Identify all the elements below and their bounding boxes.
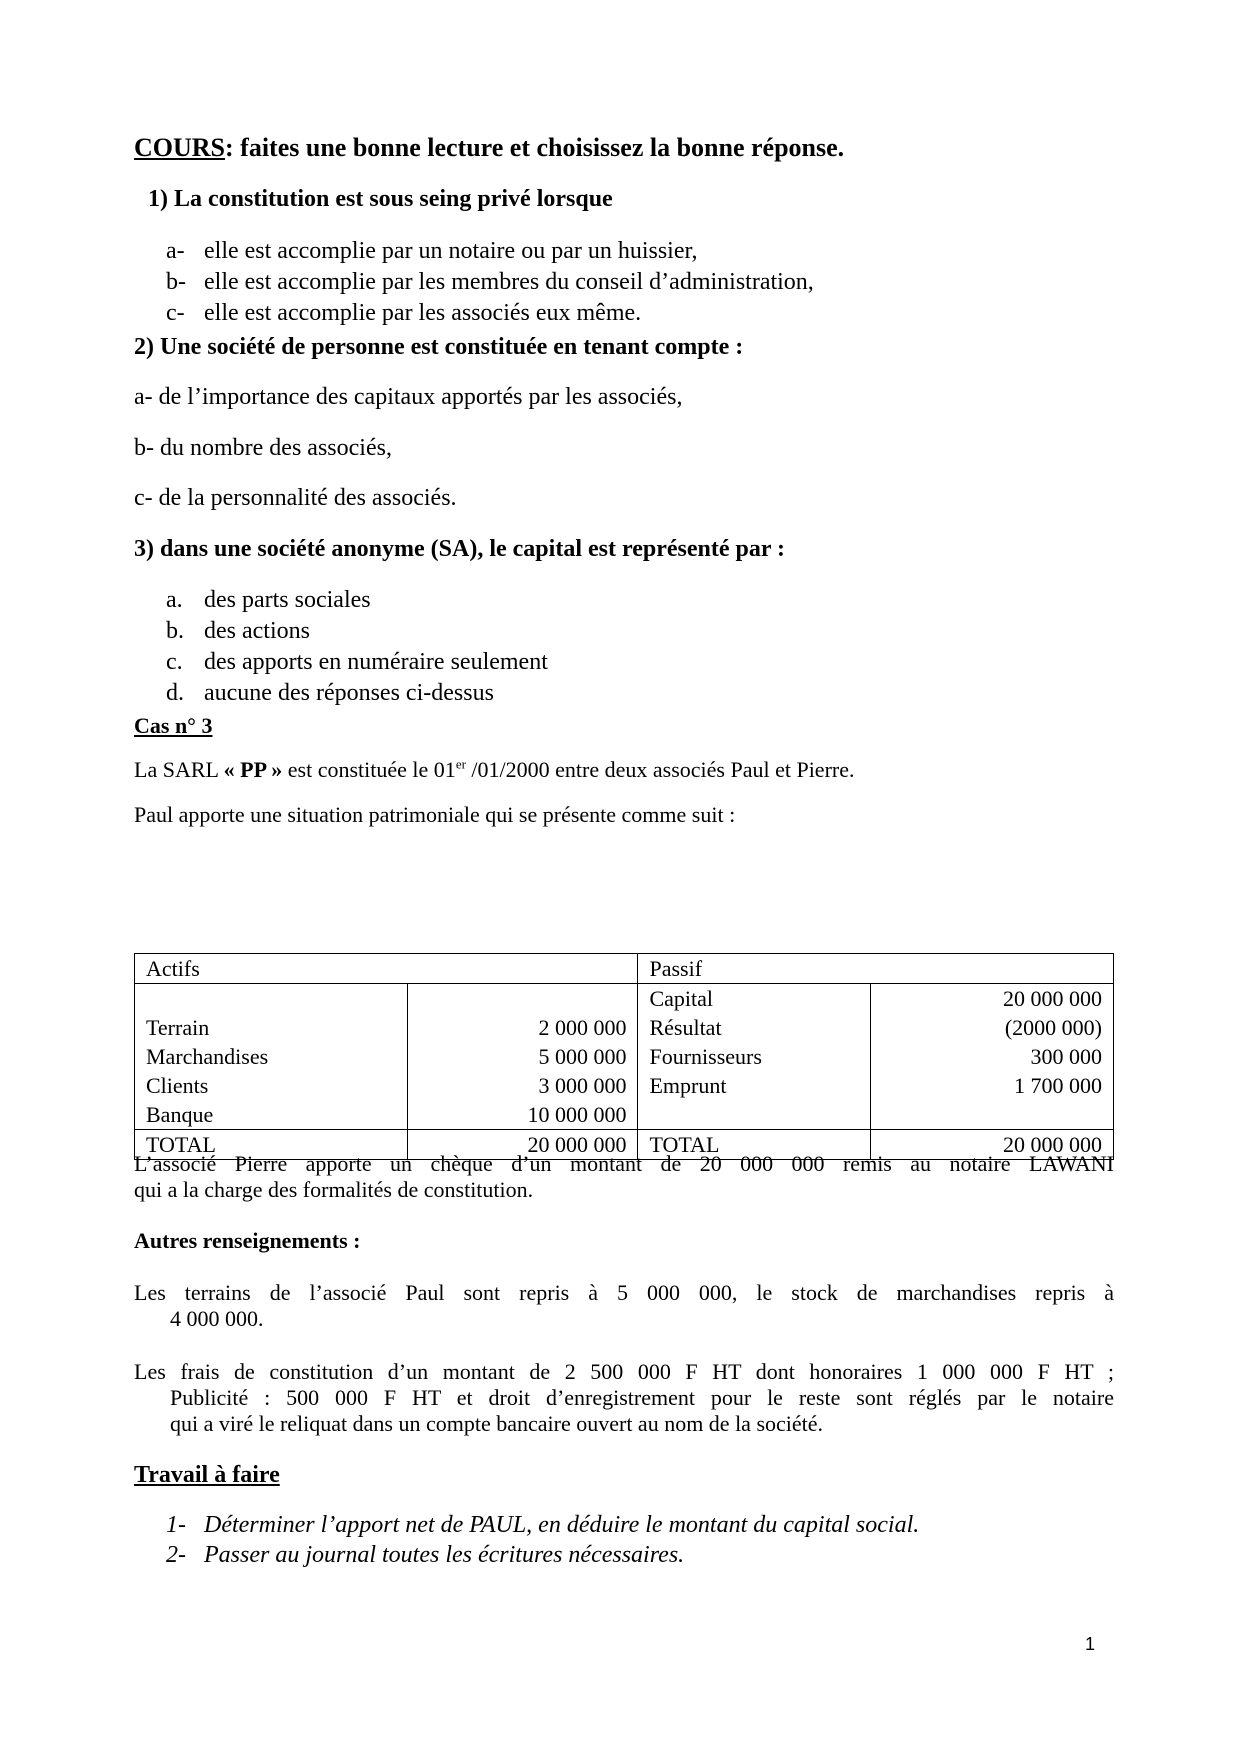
autres-title: Autres renseignements : [134,1228,361,1253]
option-text: des parts sociales [204,587,371,613]
option-text: elle est accomplie par les membres du conseil d’administration, [204,269,814,295]
passif-header: Passif [638,954,1114,984]
item-mark: 2- [166,1542,186,1568]
option-mark: a- [166,238,185,264]
autres-p1-line-1: Les terrains de l’associé Paul sont repris à 5 000 000, le stock de marchandises repris à [134,1280,1114,1305]
travail-item-1 [166,1512,919,1539]
actif-values-cell [407,984,638,1130]
autres-p2-line-2: Publicité : 500 000 F HT et droit d’enregistrement pour le reste sont réglés par le notaire [170,1385,1114,1410]
option-text: elle est accomplie par les associés eux même. [204,300,642,326]
passif-value: 1 700 000 [1014,1073,1102,1098]
case-intro-post: /01/2000 entre deux associés Paul et Pierre. [465,757,855,782]
question-1-option-c [166,300,641,327]
heading-instruction: : faites une bonne lecture et choisissez la bonne réponse. [225,133,845,162]
actif-labels-cell [135,984,408,1130]
actif-label: Terrain [146,1015,210,1040]
question-1-title: 1) La constitution est sous seing privé lorsque [148,186,613,212]
balance-sheet-table [134,953,1114,1160]
autres-p1-line-2: 4 000 000. [170,1306,264,1331]
heading-label: COURS [134,133,226,162]
question-3-option-c [166,649,548,676]
total-actif-label: TOTAL [135,1130,408,1160]
pierre-line-2: qui a la charge des formalités de constitution. [134,1177,534,1202]
item-text: Déterminer l’apport net de PAUL, en déduire le montant du capital social. [204,1512,920,1538]
option-text: des apports en numéraire seulement [204,649,548,675]
option-mark: b- [166,269,186,295]
table-header-row [135,954,1114,984]
item-text: Passer au journal toutes les écritures nécessaires. [204,1542,685,1568]
travail-item-2 [166,1542,684,1569]
actif-value: 5 000 000 [538,1044,627,1069]
autres-p2-line-1: Les frais de constitution d’un montant de 2 500 000 F HT dont honoraires 1 000 000 F HT ; [134,1359,1114,1384]
option-text: aucune des réponses ci-dessus [204,680,494,706]
autres-p2-line-3: qui a viré le reliquat dans un compte bancaire ouvert au nom de la société. [170,1411,824,1436]
case-title: Cas n° 3 [134,713,213,738]
autres-paragraph-2 [134,1359,1114,1437]
option-mark: b. [166,618,184,644]
question-2-option-c: c- de la personnalité des associés. [134,485,457,511]
total-passif-value: 20 000 000 [871,1130,1114,1160]
actif-value: 2 000 000 [538,1015,627,1040]
autres-paragraph-1 [134,1280,1114,1332]
question-2-option-a: a- de l’importance des capitaux apportés par les associés, [134,384,683,410]
ordinal-suffix: er [455,756,466,772]
question-1-option-a [166,238,698,265]
total-actif-value: 20 000 000 [407,1130,638,1160]
total-passif-label: TOTAL [638,1130,871,1160]
actif-label: Marchandises [146,1044,269,1069]
passif-value: 20 000 000 [1003,986,1102,1011]
question-2-title: 2) Une société de personne est constituée en tenant compte : [134,334,744,360]
passif-labels-cell [638,984,871,1130]
actif-label: Banque [146,1102,214,1127]
option-text: des actions [204,618,310,644]
actif-value: 3 000 000 [538,1073,627,1098]
option-mark: c- [166,300,185,326]
actif-label: Clients [146,1073,209,1098]
case-intro [134,757,855,783]
case-intro-pre: La SARL [134,757,224,782]
case-intro-mid: est constituée le 01 [282,757,456,782]
travail-title: Travail à faire [134,1462,280,1488]
page-heading [134,133,844,163]
actif-value: 10 000 000 [527,1102,627,1127]
actif-header: Actifs [135,954,638,984]
option-mark: d. [166,680,184,706]
question-3-option-d [166,680,494,707]
passif-value: 300 000 [1030,1044,1102,1069]
pierre-line-1: L’associé Pierre apporte un chèque d’un montant de 20 000 000 remis au notaire LAWANI [134,1151,1114,1176]
question-3-title: 3) dans une société anonyme (SA), le capital est représenté par : [134,536,786,562]
question-2-option-b: b- du nombre des associés, [134,435,392,461]
passif-values-cell [871,984,1114,1130]
passif-label: Résultat [649,1015,722,1040]
paul-intro: Paul apporte une situation patrimoniale qui se présente comme suit : [134,802,736,827]
passif-label: Capital [649,986,713,1011]
option-mark: c. [166,649,183,675]
pierre-paragraph [134,1151,1114,1203]
page-number: 1 [1085,1634,1096,1654]
passif-value: (2000 000) [1004,1015,1102,1040]
company-name: « PP » [223,757,283,782]
question-3-option-a [166,587,371,614]
table-row [135,984,1114,1130]
option-text: elle est accomplie par un notaire ou par un huissier, [204,238,698,264]
passif-label: Emprunt [649,1073,727,1098]
question-1-option-b [166,269,814,296]
option-mark: a. [166,587,183,613]
question-3-option-b [166,618,310,645]
passif-label: Fournisseurs [649,1044,762,1069]
item-mark: 1- [166,1512,186,1538]
